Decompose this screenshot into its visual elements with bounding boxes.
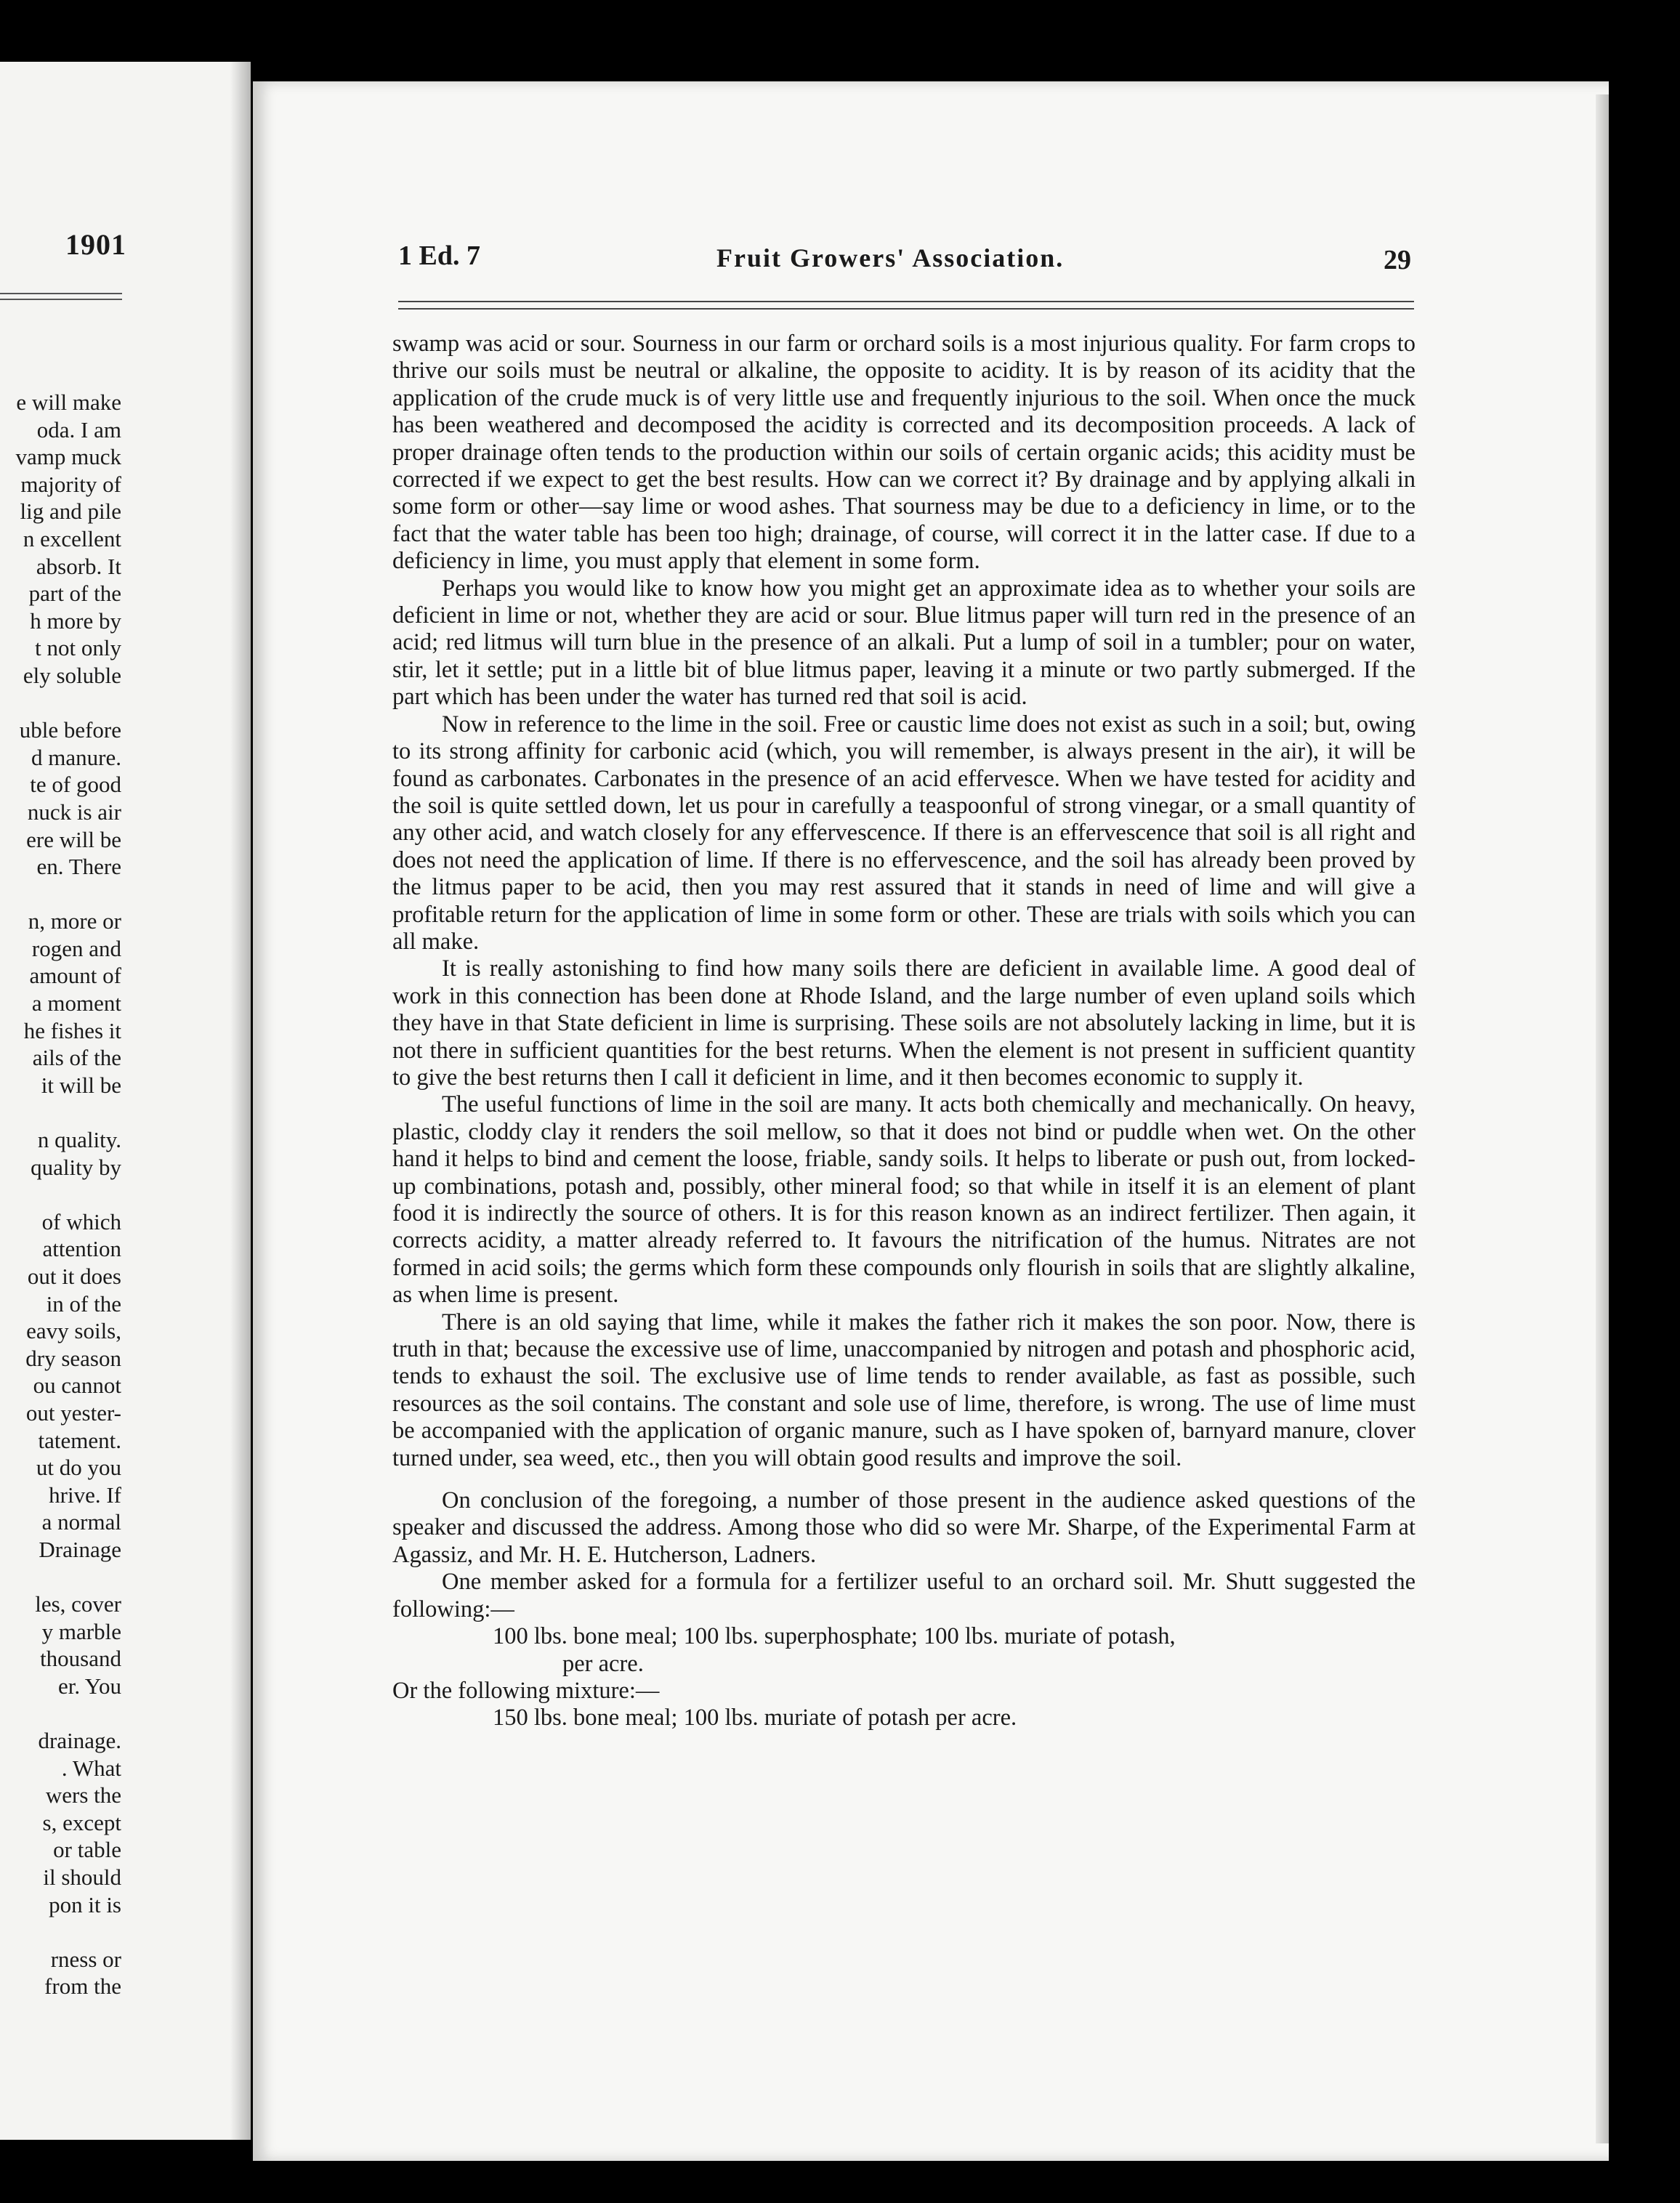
left-page-fragment: Drainage [39, 1536, 121, 1562]
left-page-fragment: ou cannot [33, 1373, 121, 1399]
left-page-fragment [5, 1564, 121, 1591]
left-page-fragment: rness or [50, 1946, 121, 1972]
formula-1-continuation: per acre. [562, 1650, 644, 1677]
left-rule-top [0, 293, 122, 294]
left-page-fragment: eavy soils, [26, 1318, 121, 1344]
left-page-year: 1901 [65, 228, 126, 261]
left-page-fragment: vamp muck [15, 444, 121, 470]
left-page-fragment: thousand [40, 1646, 121, 1672]
left-page-fragment: he fishes it [23, 1017, 121, 1043]
left-page-fragment: lig and pile [20, 498, 121, 525]
left-page-fragment: or table [53, 1837, 121, 1863]
left-page-fragment: attention [42, 1236, 121, 1262]
left-page-fragment: s, except [42, 1809, 121, 1835]
or-line: Or the following mixture:— [392, 1677, 660, 1704]
left-page-fragment: n excellent [23, 525, 121, 551]
left-page-text [5, 389, 121, 2000]
header-rule-top [398, 301, 1414, 302]
left-page-fragment: tatement. [38, 1427, 121, 1453]
left-page-fragment: e will make [16, 389, 121, 415]
left-page-fragment: uble before [19, 717, 121, 743]
left-page [0, 62, 251, 2140]
left-page-fragment: ere will be [26, 826, 121, 852]
left-page-fragment: absorb. It [36, 553, 121, 579]
left-page-fragment: ely soluble [23, 662, 121, 688]
left-page-fragment: il should [43, 1864, 121, 1891]
gutter-shadow [230, 62, 251, 2140]
left-page-fragment: en. There [36, 854, 121, 880]
left-page-fragment: n, more or [28, 908, 121, 934]
left-page-fragment: nuck is air [27, 799, 121, 825]
paragraph-litmus: Perhaps you would like to know how you might get an approximate idea as to whether your soils are deficient in lime or not, whether they are acid or sour. Blue litmus paper will turn red in the presence of an acid; red litmus will turn blue in the presence of an alkali. Put a lump of soil in a tumbler; pour on water, stir, let it settle; put in a little bit of blue litmus paper, leaving it a minute or two partly submerged. If the part which has been under the water has turned red that soil is acid. [392, 575, 1416, 711]
header-rule-bottom [398, 308, 1414, 310]
left-page-fragment: in of the [46, 1290, 121, 1317]
left-page-fragment [5, 1181, 121, 1208]
body-text [392, 331, 1416, 1732]
left-page-fragment: drainage. [38, 1728, 121, 1754]
formula-1: 100 lbs. bone meal; 100 lbs. superphosphate; 100 lbs. muriate of potash, [493, 1623, 1176, 1650]
paragraph-lime-functions: The useful functions of lime in the soil are many. It acts both chemically and mechanically. On heavy, plastic, cloddy clay it renders the soil mellow, so that it does not bind or puddle when wet. On the other hand it helps to bind and cement the loose, friable, sandy soils. It helps to liberate or push out, from locked-up combinations, potash and, possibly, other mineral food; so that while in itself it is an element of plant food it is indirectly the source of others. It is for this reason known as an indirect fertilizer. Then again, it corrects acidity, a matter already referred to. It favours the nitrification of the humus. Nitrates are not formed in acid soils; the germs which form these compounds only flourish in soils that are slightly alkaline, as when lime is present. [392, 1091, 1416, 1309]
left-page-fragment: wers the [45, 1782, 121, 1808]
right-page-edge [1596, 94, 1609, 2143]
left-page-fragment: it will be [41, 1072, 121, 1098]
left-page-fragment: ut do you [36, 1455, 121, 1481]
page-number: 29 [1384, 245, 1411, 275]
paragraph-lime-in-soil: Now in reference to the lime in the soil. Free or caustic lime does not exist as such in a soil; but, owing to its strong affinity for carbonic acid (which, you will remember, is always present in the air), it will be found as carbonates. Carbonates in the presence of an acid effervesce. When we have tested for acidity and the soil is quite settled down, let us pour in carefully a teaspoonful of strong vinegar, or a small quantity of any other acid, and watch closely for any effervescence. If there is an effervescence that soil is all right and does not need the application of lime. If there is no effervescence, and the soil has already been proved by the litmus paper to be acid, then you may rest assured that it stands in need of lime and will give a profitable return for the application of lime in some form or other. These are trials with soils which you can all make. [392, 711, 1416, 955]
left-page-fragment: ails of the [32, 1045, 121, 1071]
left-page-fragment: out it does [27, 1264, 121, 1289]
paragraph-formula-request: One member asked for a formula for a fertilizer useful to an orchard soil. Mr. Shutt suggested the following:— [392, 1569, 1416, 1622]
left-page-fragment: les, cover [35, 1591, 121, 1617]
left-page-fragment: oda. I am [36, 416, 121, 442]
left-page-fragment: dry season [25, 1345, 121, 1371]
left-page-fragment: a moment [31, 990, 121, 1016]
paragraph-old-saying: There is an old saying that lime, while it makes the father rich it makes the son poor. Now, there is truth in that; because the excessive use of lime, unaccompanied by nitrogen and potash and phosphoric acid, tends to exhaust the soil. The exclusive use of lime tends to render available, as fast as possible, such resources as the soil contains. The constant and sole use of lime, therefore, is wrong. The use of lime must be accompanied with the application of organic manure, such as I have spoken of, barnyard manure, clover turned under, sea weed, etc., then you will obtain good results and improve the soil. [392, 1309, 1416, 1471]
paragraph-discussion: On conclusion of the foregoing, a number of those present in the audience asked questions of the speaker and discussed the address. Among those who did so were Mr. Sharpe, of the Experimental Farm at Agassiz, and Mr. H. E. Hutcherson, Ladners. [392, 1487, 1416, 1568]
formula-2: 150 lbs. bone meal; 100 lbs. muriate of potash per acre. [493, 1705, 1017, 1731]
left-page-fragment [5, 1918, 121, 1946]
left-page-fragment: t not only [35, 635, 121, 661]
left-page-fragment: rogen and [31, 935, 121, 961]
paragraph-deficient-soils: It is really astonishing to find how many soils there are deficient in available lime. A good deal of work in this connection has been done at Rhode Island, and the large number of even upland soils which they have in that State deficient in lime is surprising. These soils are not absolutely lacking in lime, but it is not there in sufficient quantities for the best returns. When the element is not present in sufficient quantity to give the best returns then I call it deficient in lime, and it then becomes economic to supply it. [392, 955, 1416, 1091]
left-page-fragment: te of good [30, 772, 121, 798]
header-session: 1 Ed. 7 [398, 240, 480, 271]
left-page-fragment: part of the [28, 581, 121, 607]
left-page-fragment: hrive. If [49, 1482, 121, 1508]
left-page-fragment: n quality. [37, 1127, 121, 1153]
left-page-fragment [5, 881, 121, 908]
left-page-fragment: h more by [30, 607, 121, 634]
left-page-fragment: out yester- [25, 1399, 121, 1426]
left-page-fragment: from the [44, 1973, 121, 2000]
left-page-fragment: amount of [29, 963, 121, 989]
left-rule-bottom [0, 299, 122, 300]
left-page-fragment: a normal [41, 1509, 121, 1535]
left-page-fragment [5, 1700, 121, 1728]
left-page-fragment [5, 690, 121, 717]
left-page-fragment: er. You [57, 1673, 121, 1699]
left-page-fragment: quality by [31, 1154, 121, 1180]
left-page-fragment: majority of [20, 471, 121, 497]
left-page-fragment: pon it is [49, 1891, 121, 1917]
left-page-fragment: of which [41, 1208, 121, 1234]
paragraph-acidity: swamp was acid or sour. Sourness in our farm or orchard soils is a most injurious quality. For farm crops to thrive our soils must be neutral or alkaline, the opposite to acidity. It is by reason of its acidity that the application of the crude muck is of very little use and frequently injurious to the soil. When once the muck has been weathered and decomposed the acidity is corrected and its decomposition proceeds. A lack of proper drainage often tends to the production within our soils of certain organic acids; this acidity must be corrected if we expect to get the best results. How can we correct it? By drainage and by applying alkali in some form or other—say lime or wood ashes. That sourness may be due to a deficiency in lime, or to the fact that the water table has been too high; drainage, of course, will correct it in the latter case. If due to a deficiency in lime, you must apply that element in some form. [392, 331, 1416, 575]
left-page-fragment: . What [61, 1755, 121, 1781]
left-page-fragment: y marble [41, 1618, 121, 1644]
running-header [398, 240, 1416, 276]
left-page-fragment: d manure. [31, 744, 121, 770]
header-title: Fruit Growers' Association. [716, 243, 1065, 272]
left-page-fragment [5, 1099, 121, 1126]
